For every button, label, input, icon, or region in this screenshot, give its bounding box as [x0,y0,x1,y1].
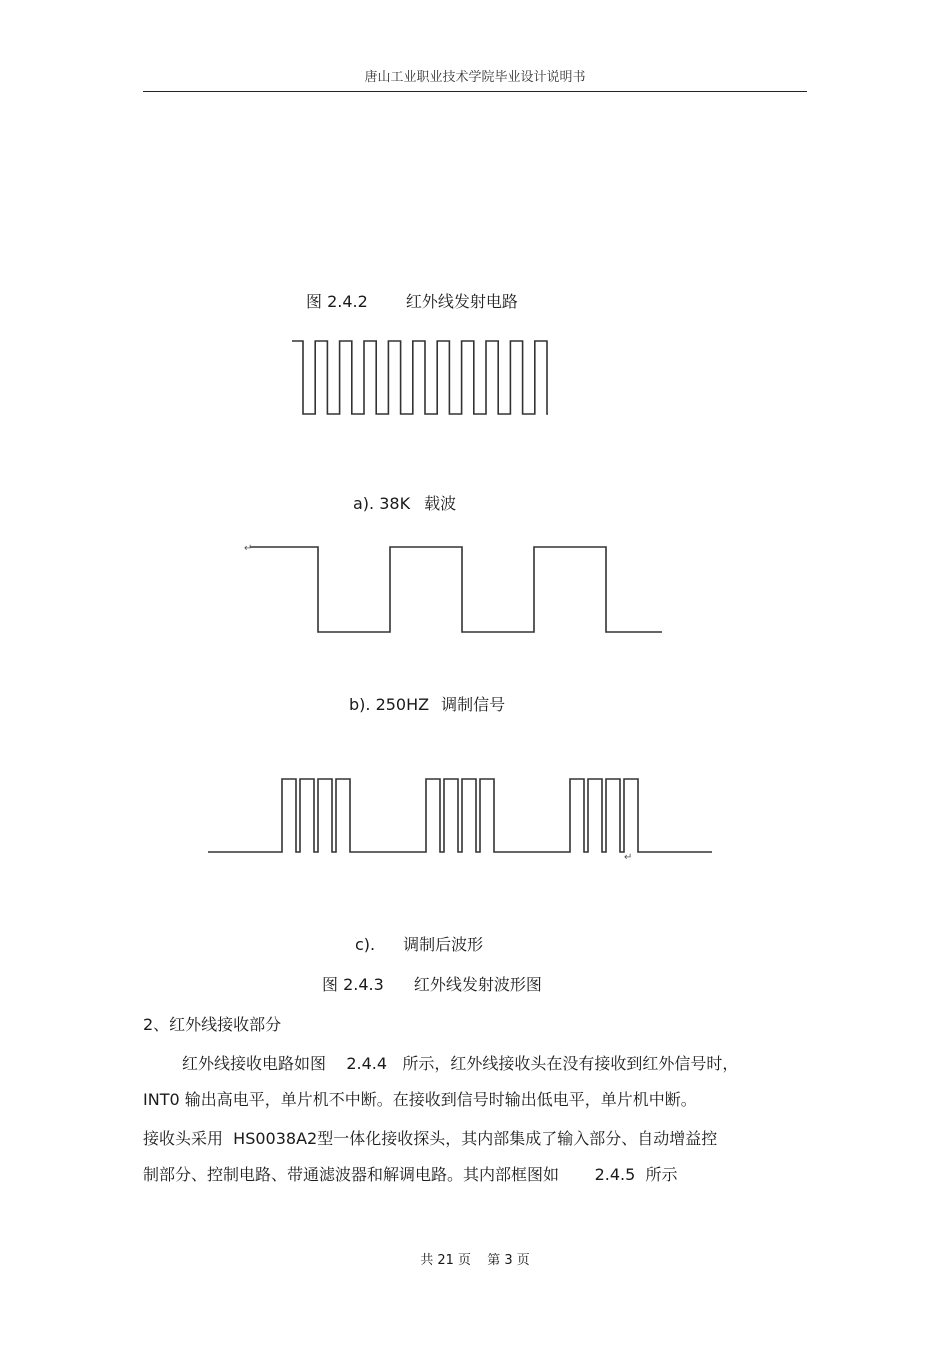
header-title: 唐山工业职业技术学院毕业设计说明书 [364,70,586,85]
modulation-250hz-waveform [250,547,662,632]
waveform-c-name: 调制后波形 [403,935,484,954]
figure-title: 红外线发射电路 [405,292,518,311]
waveform-a-label: a). 38K [353,494,411,513]
return-mark-icon: ↵ [624,852,633,863]
waveform-a-caption [353,491,456,514]
waveform-b-caption [349,692,505,715]
current-page: 第 3 页 [487,1253,530,1268]
waveform-c-label: c). [355,935,376,954]
figure-title: 红外线发射波形图 [413,975,542,994]
figure-number: 图 2.4.3 [322,975,384,994]
section-heading: 2、红外线接收部分 [143,1015,282,1034]
paragraph-line: 红外线接收电路如图 2.4.4 所示，红外线接收头在没有接收到红外信号时， [182,1054,739,1073]
waveform-c-caption [355,932,483,955]
page-footer [0,1249,950,1268]
total-pages: 共 21 页 [420,1253,472,1268]
paragraph-line: INT0 输出高电平，单片机不中断。在接收到信号时输出低电平，单片机中断。 [143,1090,697,1109]
figure-2-4-3-caption [322,972,542,995]
return-mark-icon: ↵ [244,543,253,554]
paragraph-line: 制部分、控制电路、带通滤波器和解调电路。其内部框图如 2.4.5 所示 [143,1165,678,1184]
waveform-b-name: 调制信号 [441,695,506,714]
modulated-waveform [208,779,712,852]
figure-number: 图 2.4.2 [306,292,368,311]
paragraph-line: 接收头采用 HS0038A2型一体化接收探头，其内部集成了输入部分、自动增益控 [143,1129,718,1148]
carrier-38k-waveform [292,341,548,414]
waveform-b-label: b). 250HZ [349,695,430,714]
waveform-a-name: 载波 [424,494,457,513]
